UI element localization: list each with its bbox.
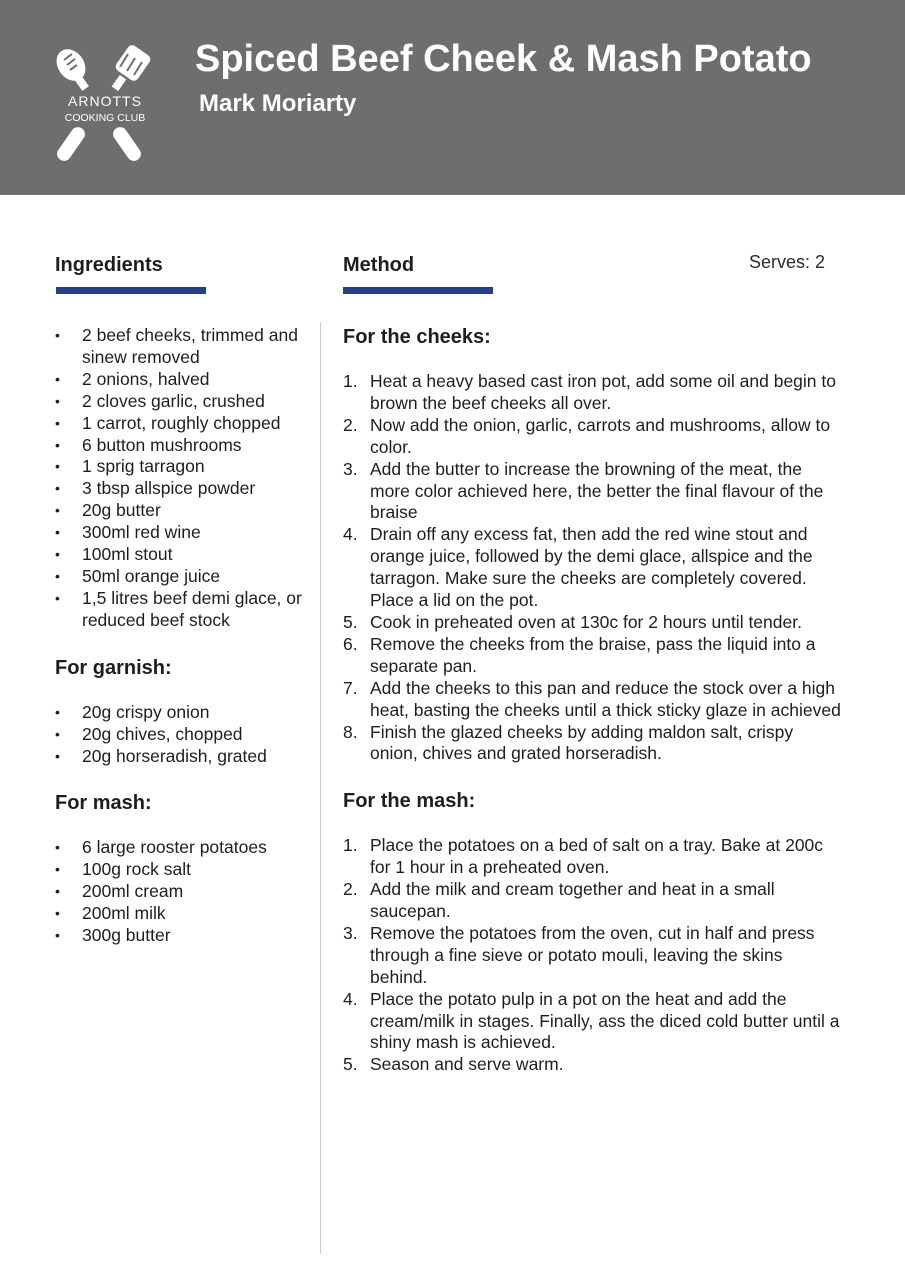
ingredient-text: 100g rock salt [82, 859, 191, 880]
step-number: 5. [343, 1054, 358, 1075]
ingredient-text: 20g horseradish, grated [82, 745, 267, 766]
step-number: 4. [343, 988, 358, 1009]
ingredient-text: 3 tbsp allspice powder [82, 478, 256, 499]
ingredient-text: 6 large rooster potatoes [82, 837, 267, 858]
column-divider [320, 322, 321, 1254]
ingredient-text: 300ml red wine [82, 522, 201, 543]
step-number: 1. [343, 371, 358, 391]
step-text: Place the potato pulp in a pot on the heat and add the cream/milk in stages. Finally, ass the diced cold butter until a shiny mash is achieved. [370, 988, 840, 1053]
method-step [343, 371, 843, 415]
ingredient-text: 2 cloves garlic, crushed [82, 390, 265, 411]
step-number: 4. [343, 524, 358, 545]
method-step [343, 923, 843, 989]
method-heading: Method [343, 254, 415, 276]
ingredient-item [55, 478, 310, 500]
step-text: Add the butter to increase the browning of the meat, the more color achieved here, the better the final flavour of the braise [370, 458, 824, 523]
step-number: 2. [343, 414, 358, 435]
ingredient-text: 20g chives, chopped [82, 723, 243, 744]
mash-steps-list [343, 835, 843, 1076]
method-step [343, 459, 843, 525]
method-step [343, 678, 843, 722]
garnish-item [55, 746, 310, 768]
step-text: Remove the cheeks from the braise, pass the liquid into a separate pan. [370, 633, 816, 676]
ingredient-text: 100ml stout [82, 544, 173, 565]
arnotts-cooking-club-logo [40, 40, 170, 165]
mash-ingredient-item [55, 903, 310, 925]
method-step [343, 524, 843, 612]
step-number: 6. [343, 633, 358, 654]
mash-ingredient-item [55, 859, 310, 881]
garnish-list [55, 702, 310, 768]
mash-ingredient-item [55, 925, 310, 947]
ingredient-item [55, 522, 310, 544]
step-text: Now add the onion, garlic, carrots and mushrooms, allow to color. [370, 414, 831, 457]
ingredient-text: 200ml milk [82, 903, 166, 924]
step-text: Add the cheeks to this pan and reduce the stock over a high heat, basting the cheeks until a thick sticky glaze in achieved [370, 677, 841, 720]
ingredients-list [55, 325, 310, 632]
recipe-author: Mark Moriarty [199, 90, 357, 117]
mash-method-heading: For the mash: [343, 790, 476, 813]
method-underline [343, 287, 493, 294]
ingredient-text: 200ml cream [82, 881, 184, 902]
ingredients-column [55, 325, 310, 947]
method-step [343, 415, 843, 459]
ingredient-item [55, 544, 310, 566]
method-step [343, 989, 843, 1055]
ingredient-text: 6 button mushrooms [82, 434, 242, 455]
ingredient-text: 50ml orange juice [82, 565, 221, 586]
ingredient-item [55, 588, 310, 632]
step-number: 5. [343, 611, 358, 632]
step-number: 2. [343, 879, 358, 900]
mash-ingredients-heading: For mash: [55, 792, 152, 815]
ingredient-text: 1,5 litres beef demi glace, or reduced beef stock [82, 587, 302, 630]
ingredient-item [55, 435, 310, 457]
step-number: 3. [343, 922, 358, 943]
mash-ingredient-item [55, 881, 310, 903]
ingredient-text: 1 sprig tarragon [82, 456, 205, 477]
header-banner [0, 0, 905, 195]
step-text: Add the milk and cream together and heat in a small saucepan. [370, 879, 775, 922]
logo-subtitle: COOKING CLUB [64, 112, 146, 124]
method-step [343, 722, 843, 766]
ingredient-text: 20g butter [82, 500, 161, 521]
step-number: 7. [343, 677, 358, 698]
cheeks-method-heading: For the cheeks: [343, 326, 491, 348]
step-text: Season and serve warm. [370, 1054, 564, 1075]
mash-ingredient-item [55, 837, 310, 859]
ingredient-text: 2 onions, halved [82, 368, 210, 389]
logo-name: ARNOTTS [68, 93, 142, 109]
ingredient-text: 2 beef cheeks, trimmed and sinew removed [82, 325, 298, 367]
ingredients-heading: Ingredients [55, 254, 163, 276]
step-text: Drain off any excess fat, then add the red wine stout and orange juice, followed by the demi glace, allspice and the tarragon. Make sure the cheeks are completely covered. Place a lid on the pot. [370, 524, 813, 611]
method-step [343, 634, 843, 678]
recipe-title: Spiced Beef Cheek & Mash Potato [195, 38, 812, 80]
serves-label: Serves: 2 [749, 252, 826, 272]
ingredient-text: 300g butter [82, 925, 171, 946]
method-step [343, 879, 843, 923]
cheeks-steps-list [343, 371, 843, 765]
ingredient-item [55, 369, 310, 391]
ingredient-text: 1 carrot, roughly chopped [82, 412, 281, 433]
garnish-item [55, 724, 310, 746]
method-step [343, 612, 843, 634]
method-step [343, 835, 843, 879]
step-text: Heat a heavy based cast iron pot, add some oil and begin to brown the beef cheeks all over. [370, 371, 836, 413]
ingredient-item [55, 566, 310, 588]
step-number: 3. [343, 458, 358, 479]
mash-ingredients-list [55, 837, 310, 947]
method-step [343, 1054, 843, 1076]
method-column [343, 325, 843, 1076]
ingredient-item [55, 456, 310, 478]
step-text: Remove the potatoes from the oven, cut in half and press through a fine sieve or potato mouli, leaving the skins behind. [370, 922, 815, 987]
garnish-heading: For garnish: [55, 656, 172, 679]
step-text: Place the potatoes on a bed of salt on a tray. Bake at 200c for 1 hour in a preheated oven. [370, 835, 824, 878]
ingredient-item [55, 500, 310, 522]
step-number: 1. [343, 835, 358, 856]
ingredient-item [55, 391, 310, 413]
ingredient-text: 20g crispy onion [82, 701, 210, 722]
step-text: Cook in preheated oven at 130c for 2 hours until tender. [370, 611, 802, 632]
step-number: 8. [343, 721, 358, 742]
ingredient-item [55, 413, 310, 435]
ingredient-item [55, 325, 310, 369]
ingredients-underline [56, 287, 206, 294]
step-text: Finish the glazed cheeks by adding maldon salt, crispy onion, chives and grated horseradish. [370, 721, 794, 764]
garnish-item [55, 702, 310, 724]
